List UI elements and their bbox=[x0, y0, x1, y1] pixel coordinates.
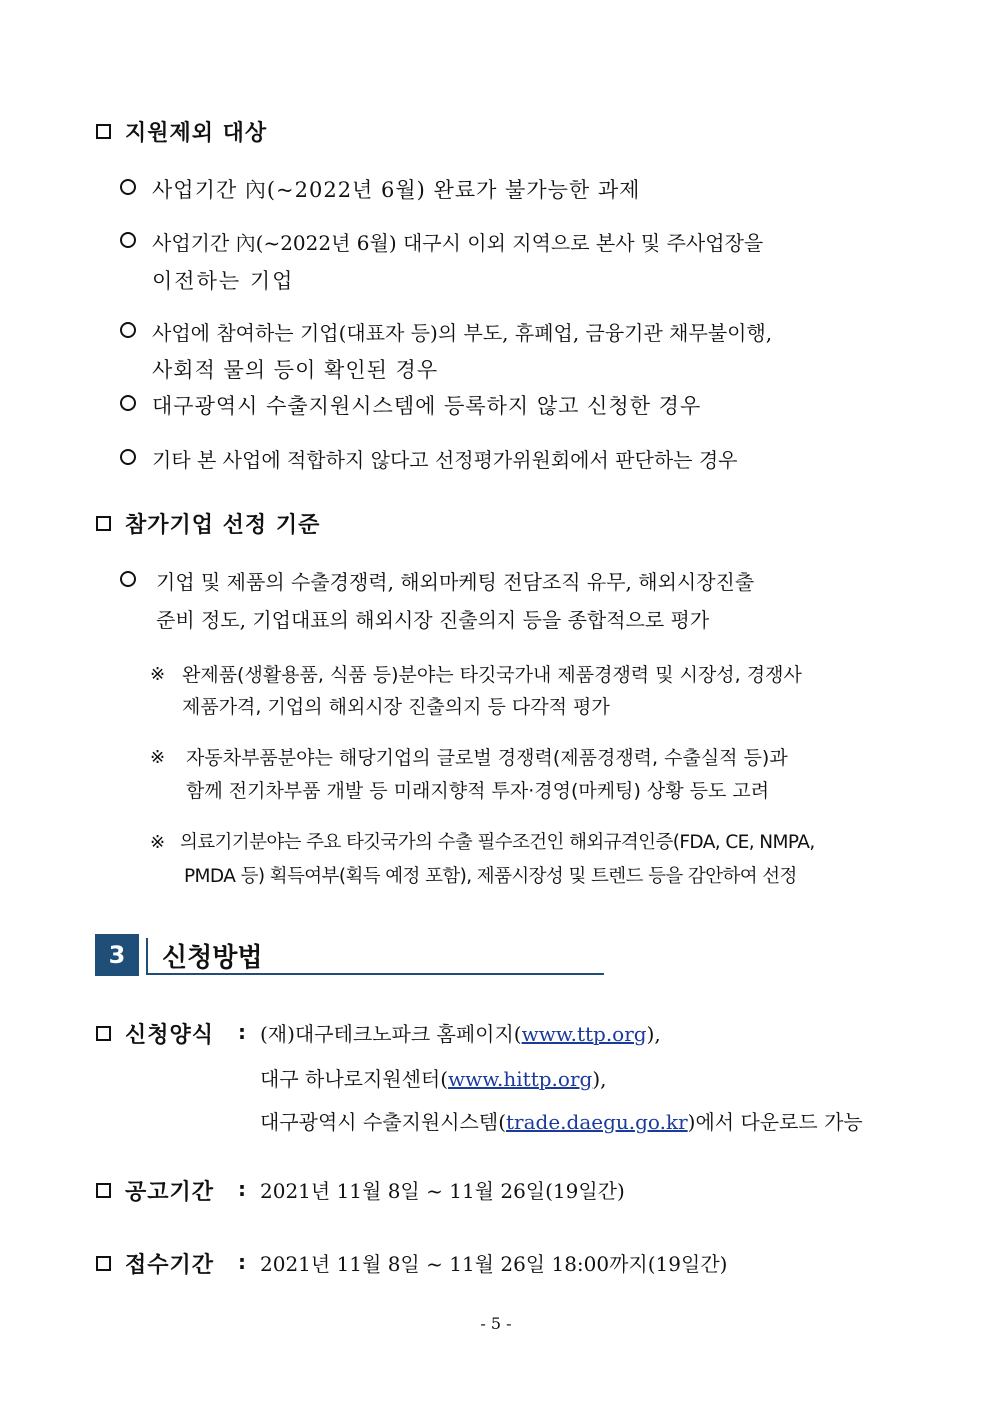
section-underline bbox=[146, 973, 604, 975]
circle-bullet-icon bbox=[120, 232, 136, 248]
criteria-main-line2: 준비 정도, 기업대표의 해외시장 진출의지 등을 종합적으로 평가 bbox=[156, 608, 710, 632]
circle-bullet-icon bbox=[120, 571, 136, 587]
circle-bullet-icon bbox=[120, 395, 136, 411]
form-heading bbox=[96, 1018, 214, 1049]
checkbox-square-icon bbox=[96, 124, 111, 139]
checkbox-square-icon bbox=[96, 1026, 111, 1041]
circle-bullet-icon bbox=[120, 322, 136, 338]
colon: : bbox=[238, 1020, 246, 1044]
form-line-2-prefix: 대구 하나로지원센터( bbox=[260, 1067, 449, 1091]
circle-bullet-icon bbox=[120, 449, 136, 465]
checkbox-square-icon bbox=[96, 1183, 111, 1198]
section-title-method: 신청방법 bbox=[162, 943, 263, 973]
criteria-note1-line2: 제품가격, 기업의 해외시장 진출의지 등 다각적 평가 bbox=[182, 696, 610, 718]
notice-period-value: 2021년 11월 8일 ~ 11월 26일(19일간) bbox=[260, 1179, 625, 1203]
exclusion-item-1: 사업기간 內(~2022년 6월) 완료가 불가능한 과제 bbox=[152, 178, 641, 202]
form-line-1-prefix: (재)대구테크노파크 홈페이지( bbox=[260, 1022, 522, 1046]
reference-mark: ※ bbox=[150, 664, 166, 685]
criteria-note1-line1: 완제품(생활용품, 식품 등)분야는 타깃국가내 제품경쟁력 및 시장성, 경쟁사 bbox=[182, 664, 802, 686]
exclusion-item-2: 사업기간 內(~2022년 6월) 대구시 이외 지역으로 본사 및 주사업장을 bbox=[152, 231, 764, 255]
form-line-3-suffix: )에서 다운로드 가능 bbox=[687, 1110, 863, 1134]
exclusion-item-3: 사업에 참여하는 기업(대표자 등)의 부도, 휴폐업, 금융기관 채무불이행, bbox=[152, 321, 773, 345]
form-line-2-suffix: ), bbox=[592, 1067, 607, 1091]
section-title: 참가기업 선정 기준 bbox=[125, 513, 321, 538]
form-line-1-suffix: ), bbox=[646, 1022, 661, 1046]
form-line-3 bbox=[260, 1106, 863, 1135]
trade-daegu-link[interactable]: trade.daegu.go.kr bbox=[506, 1110, 688, 1134]
receipt-label: 접수기간 bbox=[125, 1253, 215, 1278]
section-heading-criteria bbox=[96, 508, 320, 539]
form-line-1 bbox=[260, 1018, 661, 1047]
notice-label: 공고기간 bbox=[125, 1180, 215, 1205]
hittp-link[interactable]: www.hittp.org bbox=[448, 1067, 593, 1091]
criteria-main-line1: 기업 및 제품의 수출경쟁력, 해외마케팅 전담조직 유무, 해외시장진출 bbox=[156, 570, 755, 594]
section-heading-exclusion bbox=[96, 116, 267, 147]
form-line-3-prefix: 대구광역시 수출지원시스템( bbox=[260, 1110, 506, 1134]
form-label: 신청양식 bbox=[125, 1023, 215, 1048]
reference-mark: ※ bbox=[150, 747, 166, 768]
receipt-period-heading bbox=[96, 1248, 214, 1279]
section-number-badge: 3 bbox=[95, 934, 139, 976]
colon: : bbox=[238, 1177, 246, 1201]
receipt-period-value: 2021년 11월 8일 ~ 11월 26일 18:00까지(19일간) bbox=[260, 1252, 728, 1276]
form-line-2 bbox=[260, 1063, 606, 1092]
reference-mark: ※ bbox=[150, 832, 166, 853]
criteria-note2-line2: 함께 전기차부품 개발 등 미래지향적 투자·경영(마케팅) 상황 등도 고려 bbox=[186, 780, 770, 802]
exclusion-item-4: 대구광역시 수출지원시스템에 등록하지 않고 신청한 경우 bbox=[152, 394, 702, 418]
checkbox-square-icon bbox=[96, 516, 111, 531]
exclusion-item-5: 기타 본 사업에 적합하지 않다고 선정평가위원회에서 판단하는 경우 bbox=[152, 448, 738, 472]
notice-period-heading bbox=[96, 1175, 214, 1206]
criteria-note3-line1: 의료기기분야는 주요 타깃국가의 수출 필수조건인 해외규격인증(FDA, CE, NMPA, bbox=[180, 832, 815, 853]
circle-bullet-icon bbox=[120, 179, 136, 195]
checkbox-square-icon bbox=[96, 1256, 111, 1271]
section-divider bbox=[146, 938, 148, 974]
section-title: 지원제외 대상 bbox=[125, 121, 268, 146]
page-number: - 5 - bbox=[480, 1314, 512, 1333]
criteria-note2-line1: 자동차부품분야는 해당기업의 글로벌 경쟁력(제품경쟁력, 수출실적 등)과 bbox=[186, 747, 788, 769]
exclusion-item-2-cont: 이전하는 기업 bbox=[152, 269, 295, 293]
criteria-note3-line2: PMDA 등) 획득여부(획득 예정 포함), 제품시장성 및 트렌드 등을 감안하여 선정 bbox=[184, 866, 797, 887]
ttp-link[interactable]: www.ttp.org bbox=[521, 1022, 647, 1046]
exclusion-item-3-cont: 사회적 물의 등이 확인된 경우 bbox=[152, 358, 439, 382]
colon: : bbox=[238, 1250, 246, 1274]
